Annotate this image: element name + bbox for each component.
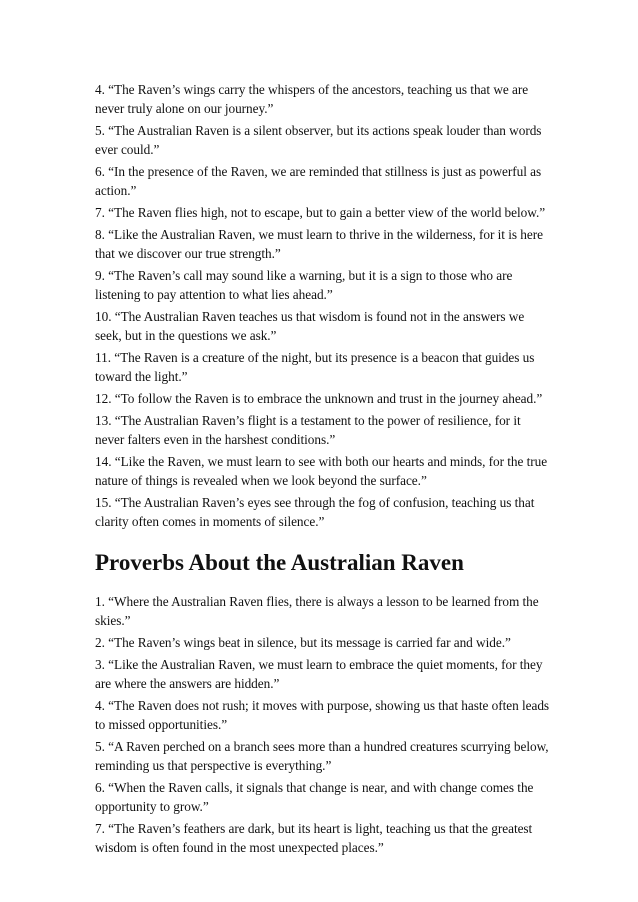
quote-item: 14. “Like the Raven, we must learn to see with both our hearts and minds, for the true nature of things is revealed when we look beyond the surface.” — [95, 454, 548, 488]
quote-item: 9. “The Raven’s call may sound like a warning, but it is a sign to those who are listening to pay attention to what lies ahead.” — [95, 268, 513, 302]
proverb-item: 4. “The Raven does not rush; it moves with purpose, showing us that haste often leads to missed opportunities.” — [95, 698, 550, 732]
page-content — [95, 80, 553, 860]
quote-item: 4. “The Raven’s wings carry the whispers of the ancestors, teaching us that we are never truly alone on our journey.” — [95, 82, 529, 116]
quote-item: 12. “To follow the Raven is to embrace the unknown and trust in the journey ahead.” — [95, 391, 543, 406]
quote-item: 13. “The Australian Raven’s flight is a testament to the power of resilience, for it never falters even in the harshest conditions.” — [95, 413, 521, 447]
quote-item: 6. “In the presence of the Raven, we are reminded that stillness is just as powerful as action.” — [95, 164, 542, 198]
quote-item: 11. “The Raven is a creature of the night, but its presence is a beacon that guides us toward the light.” — [95, 350, 535, 384]
quote-item: 7. “The Raven flies high, not to escape, but to gain a better view of the world below.” — [95, 205, 546, 220]
quote-item: 8. “Like the Australian Raven, we must learn to thrive in the wilderness, for it is here that we discover our true strength.” — [95, 227, 543, 261]
proverb-item: 3. “Like the Australian Raven, we must learn to embrace the quiet moments, for they are where the answers are hidden.” — [95, 657, 543, 691]
quote-item: 5. “The Australian Raven is a silent observer, but its actions speak louder than words ever could.” — [95, 123, 542, 157]
proverb-item: 6. “When the Raven calls, it signals that change is near, and with change comes the opportunity to grow.” — [95, 780, 534, 814]
proverb-item: 1. “Where the Australian Raven flies, there is always a lesson to be learned from the skies.” — [95, 594, 539, 628]
quote-item: 15. “The Australian Raven’s eyes see through the fog of confusion, teaching us that clarity often comes in moments of silence.” — [95, 495, 535, 529]
quotes-list — [95, 80, 553, 531]
proverb-item: 7. “The Raven’s feathers are dark, but its heart is light, teaching us that the greatest wisdom is often found in the most unexpected places.” — [95, 821, 533, 855]
proverb-item: 2. “The Raven’s wings beat in silence, but its message is carried far and wide.” — [95, 635, 511, 650]
proverbs-list — [95, 592, 553, 857]
section-heading: Proverbs About the Australian Raven — [95, 550, 464, 575]
quote-item: 10. “The Australian Raven teaches us that wisdom is found not in the answers we seek, but in the questions we ask.” — [95, 309, 525, 343]
proverb-item: 5. “A Raven perched on a branch sees more than a hundred creatures scurrying below, reminding us that perspective is everything.” — [95, 739, 549, 773]
